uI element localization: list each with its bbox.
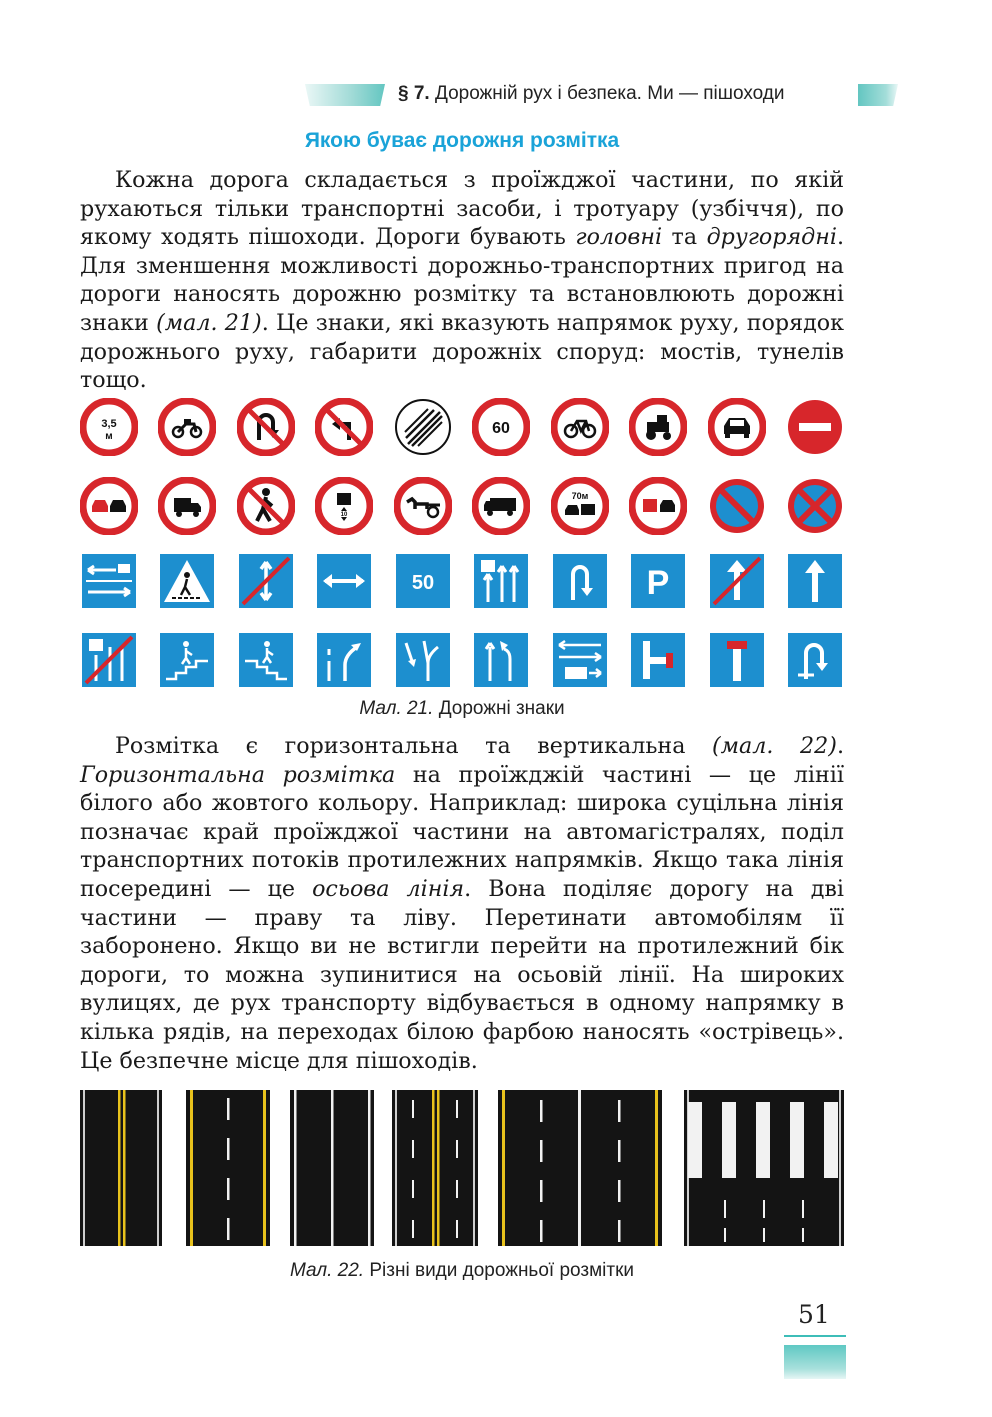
end-bus-lane-sign-icon	[80, 631, 138, 689]
term-main: головні	[575, 224, 663, 251]
two-way-traffic-sign-icon	[315, 552, 373, 610]
road-solid-white-line	[290, 1090, 374, 1246]
no-motorcycles-sign-icon	[158, 398, 216, 456]
paragraph-1	[80, 166, 844, 395]
section-number: § 7.	[398, 83, 430, 104]
side-road-sign-icon	[629, 631, 687, 689]
no-tractors-sign-icon	[629, 398, 687, 456]
end-one-way-sign-icon	[708, 552, 766, 610]
road-dashed-white-line	[186, 1090, 270, 1246]
caption-text: Дорожні знаки	[433, 698, 565, 719]
lane-merge-sign-icon	[315, 631, 373, 689]
dead-end-sign-icon	[708, 631, 766, 689]
no-u-turn-sign-icon	[237, 398, 295, 456]
text: . Це знаки, які вказують напрямок руху, порядок дорожнього руху, габарити дорожніх споруд: мостів, тунелів тощо.	[80, 309, 845, 394]
no-pedestrians-sign-icon	[237, 477, 295, 535]
term-secondary: другорядні	[706, 224, 837, 251]
no-truck-overtaking-car-sign-icon	[629, 477, 687, 535]
text: . Для зменшення можливості дорожньо-транспортних пригод на дороги наносять дорожню розмітку та встановлюють дорожні знаки	[80, 224, 844, 336]
sign-label: 60	[492, 420, 511, 437]
svg-text:P: P	[646, 564, 670, 602]
figure-ref: (мал. 22)	[712, 733, 837, 759]
signs-row-4	[80, 631, 844, 689]
sign-label: м	[105, 431, 113, 442]
caption-label: Мал. 21.	[359, 698, 434, 719]
sign-label: 3,5	[101, 418, 117, 430]
no-left-turn-sign-icon	[315, 398, 373, 456]
sign-label: 50	[411, 572, 434, 594]
road-wide-multilane	[498, 1090, 662, 1246]
no-cars-sign-icon	[708, 398, 766, 456]
lane-split-sign-icon	[394, 631, 452, 689]
page-number: 51	[798, 1300, 830, 1329]
no-trucks-sign-icon	[158, 477, 216, 535]
no-overtaking-sign-icon	[80, 477, 138, 535]
signs-row-1	[80, 398, 844, 456]
lane-directions-sign-icon	[80, 552, 138, 610]
parking-sign-icon	[629, 552, 687, 610]
figure-21-caption	[0, 698, 924, 720]
road-pedestrian-crossing	[684, 1090, 844, 1246]
no-stopping-sign-icon	[786, 477, 844, 535]
text: . Вона поділяє дорогу на дві частини — праву та ліву. Перетинати автомобілям її заборонено. Якщо ви не встигли перейти на протилежний бік дороги, то можна зупинитися на осьовій лінії. На широких вулицях, де рух транспорту відбувається в одному напрямку в кілька рядів, на переходах білою фарбою наносять «острівець». Це безпечне місце для пішоходів.	[80, 875, 844, 1074]
no-parking-sign-icon	[708, 477, 766, 535]
page-number-rule	[784, 1335, 846, 1337]
figure-22-caption	[0, 1260, 924, 1282]
header-decoration-left	[305, 84, 385, 106]
minimum-distance-sign-icon	[551, 477, 609, 535]
text: та	[662, 224, 707, 251]
road-multilane-yellow-center	[392, 1090, 478, 1246]
text: на проїжджій частині — це лінії білого або жовтого кольору. Наприклад: широка суцільна лінія позначає край проїжджої частини на автомагістралях, поділ транспортних потоків протилежних напрямків. Якщо така лінія посередині — це	[80, 761, 844, 902]
dimension-limit-sign-icon	[315, 477, 373, 535]
text: Кожна дорога складається з проїжджої частини, по якій рухаються тільки транспортні засоби, і тротуару (узбіччя), по якому ходять пішоходи. Дороги бувають	[80, 167, 844, 251]
turnaround-sign-icon	[786, 631, 844, 689]
road-markings-figure	[80, 1090, 844, 1246]
sign-label: 70м	[571, 491, 588, 501]
term-center-line: осьова лінія	[312, 875, 465, 902]
u-turn-place-sign-icon	[551, 552, 609, 610]
no-entry-sign-icon	[786, 398, 844, 456]
paragraph-2	[80, 732, 844, 1075]
term-horizontal-marking: Горизонтальна розмітка	[80, 761, 396, 788]
signs-row-3	[80, 552, 844, 610]
lane-start-sign-icon	[472, 631, 530, 689]
recommended-speed-sign-icon	[394, 552, 452, 610]
no-bicycles-sign-icon	[551, 398, 609, 456]
text: Розмітка є горизонтальна та вертикальна	[115, 733, 712, 759]
underground-crossing-up-sign-icon	[158, 631, 216, 689]
running-header	[398, 83, 784, 105]
section-heading: Якою буває дорожня розмітка	[304, 129, 620, 152]
end-of-restrictions-sign-icon	[394, 398, 452, 456]
sign-label: 10	[340, 512, 348, 518]
caption-text: Різні види дорожньої розмітки	[364, 1260, 634, 1281]
speed-limit-sign-icon	[472, 398, 530, 456]
no-horse-carts-sign-icon	[394, 477, 452, 535]
signs-row-2	[80, 477, 844, 535]
weight-limit-sign-icon	[80, 398, 138, 456]
section-title: Дорожній рух і безпека. Ми — пішоходи	[434, 83, 785, 104]
no-trucks-overtaking-sign-icon	[472, 477, 530, 535]
page-number-decoration	[784, 1345, 846, 1379]
header-decoration-right	[858, 84, 898, 106]
underground-crossing-down-sign-icon	[237, 631, 295, 689]
pedestrian-crossing-sign-icon	[158, 552, 216, 610]
one-way-road-sign-icon	[786, 552, 844, 610]
end-two-way-sign-icon	[237, 552, 295, 610]
bus-lane-sign-icon	[472, 552, 530, 610]
road-double-yellow-line	[80, 1090, 162, 1246]
figure-ref: (мал. 21)	[156, 309, 262, 336]
bus-contraflow-lane-sign-icon	[551, 631, 609, 689]
caption-label: Мал. 22.	[290, 1260, 365, 1281]
text: .	[836, 733, 844, 759]
